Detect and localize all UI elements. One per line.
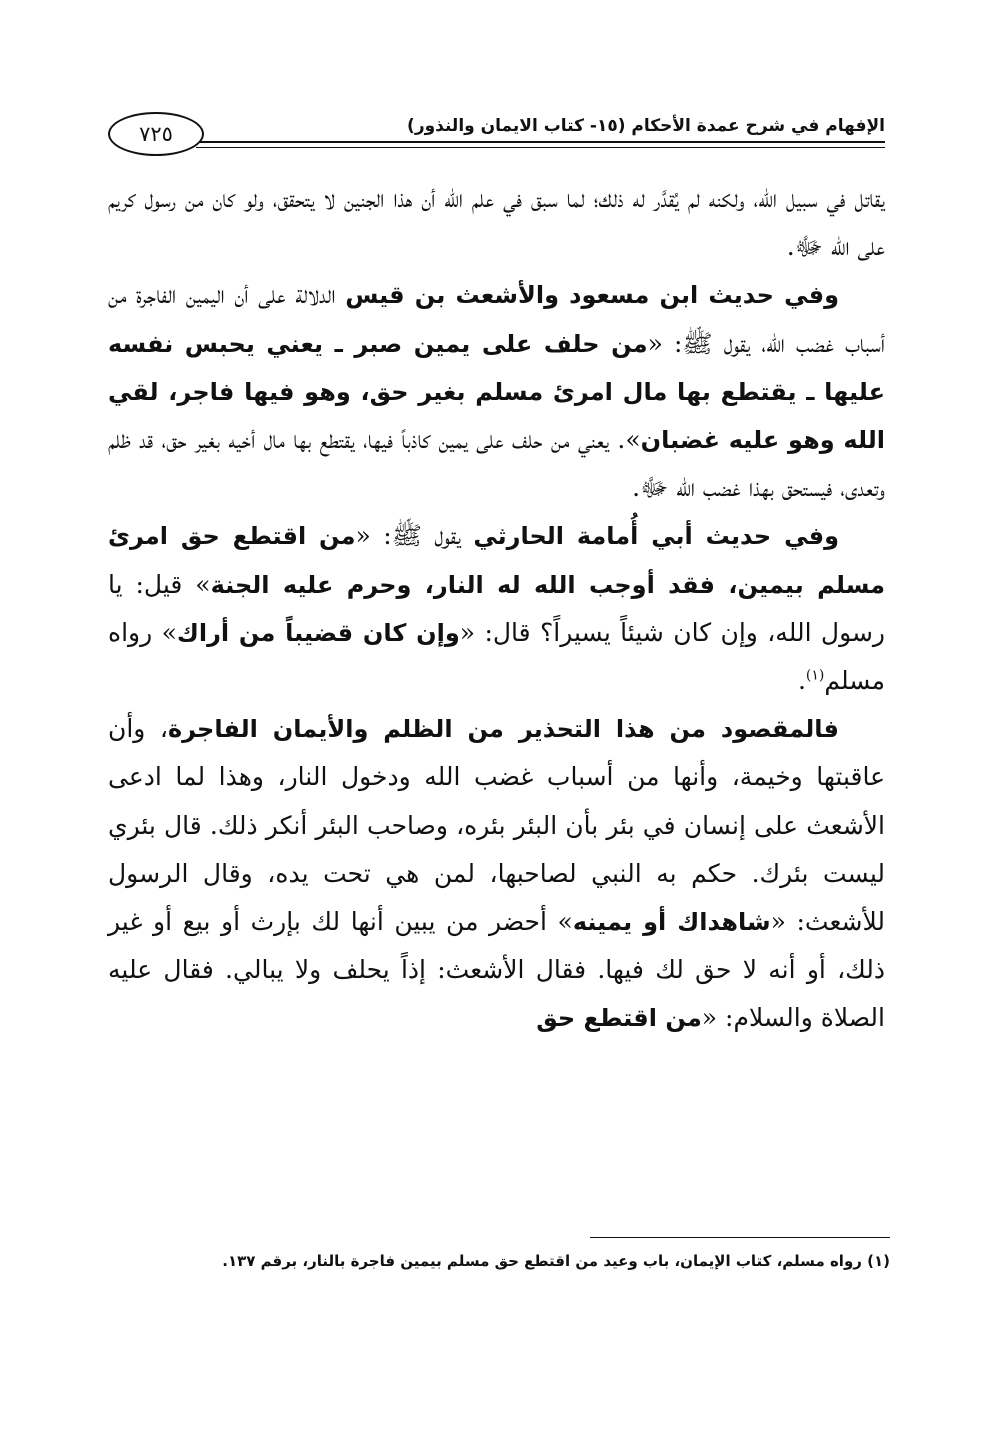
paragraph-4-lead: فالمقصود من هذا التحذير من الظلم والأيمان الفاجرة — [167, 715, 839, 744]
paragraph-4-text: ، وأن عاقبتها وخيمة، وأنها من أسباب غضب الله ودخول النار، وهذا لما ادعى الأشعث على إنسان في بئر بأن البئر بئره، وصاحب البئر أنكر ذلك. قال بئري ليست بئرك. حكم به النبي لصاحبها، لمن هي تحت يده، وقال الرسول للأشعث: « — [108, 714, 885, 937]
page-header — [108, 112, 885, 160]
paragraph-3 — [108, 512, 885, 705]
paragraph-1-text: يقاتل في سبيل الله، ولكنه لم يُقدَّر له ذلك؛ لما سبق في علم الله أن هذا الجنين لا يتحقق، ولو كان من رسول كريم على الله ﷻ. — [108, 184, 885, 262]
paragraph-3-source: » رواه مسلم — [108, 617, 885, 696]
paragraph-4 — [108, 705, 885, 1042]
paragraph-3-text: يقول ﷺ: « — [355, 521, 474, 551]
footnote-reference[interactable]: (١) — [805, 667, 825, 684]
header-rule — [196, 141, 885, 143]
hadith-quote: شاهداك أو يمينه — [572, 908, 771, 937]
hadith-quote-start: من اقتطع حق — [536, 1004, 702, 1033]
header-rule-thin — [196, 147, 885, 148]
hadith-quote: من حلف على يمين صبر ـ يعني يحبس نفسه عليها ـ يقتطع بها مال امرئ مسلم بغير حق، وهو فيها فاجر، لقي الله وهو عليه غضبان — [108, 329, 885, 455]
hadith-answer: وإن كان قضيباً من أراك — [176, 618, 460, 647]
hadith-narrators: وفي حديث ابن مسعود والأشعث بن قيس — [345, 281, 839, 310]
running-title: الإفهام في شرح عمدة الأحكام (١٥- كتاب الايمان والنذور) — [407, 116, 885, 136]
paragraph-4-text-continued: » أحضر من يبين أنها لك بإرث أو بيع أو غير ذلك، أو أنه لا حق لك فيها. فقال الأشعث: إذاً يحلف ولا يبالي. فقال عليه الصلاة والسلام: « — [108, 907, 885, 1033]
paragraph-3-question: » قيل: يا رسول الله، وإن كان شيئاً يسيراً؟ قال: « — [108, 569, 886, 647]
paragraph-2 — [108, 271, 885, 512]
footnote-1: (١) رواه مسلم، كتاب الإيمان، باب وعيد من اقتطع حق مسلم بيمين فاجرة بالنار، برقم ١٣٧. — [222, 1252, 890, 1270]
paragraph-3-end: . — [797, 666, 806, 696]
body-text — [108, 175, 885, 1043]
paragraph-1 — [108, 175, 885, 271]
page-number: ٧٢٥ — [108, 112, 204, 156]
footnote-rule — [590, 1237, 890, 1238]
hadith-quote: من اقتطع حق امرئ مسلم بيمين، فقد أوجب الله له النار، وحرم عليه الجنة — [108, 522, 885, 599]
paragraph-2-commentary: ». يعني من حلف على يمين كاذباً فيها، يقتطع بها مال أخيه بغير حق، قد ظلم وتعدى، فيستحق بهذا غضب الله ﷻ. — [108, 425, 885, 503]
paragraph-2-text: الدلالة على أن اليمين الفاجرة من أسباب غضب الله، يقول ﷺ: « — [108, 280, 885, 358]
hadith-narrator: وفي حديث أبي أُمامة الحارثي — [473, 522, 840, 551]
